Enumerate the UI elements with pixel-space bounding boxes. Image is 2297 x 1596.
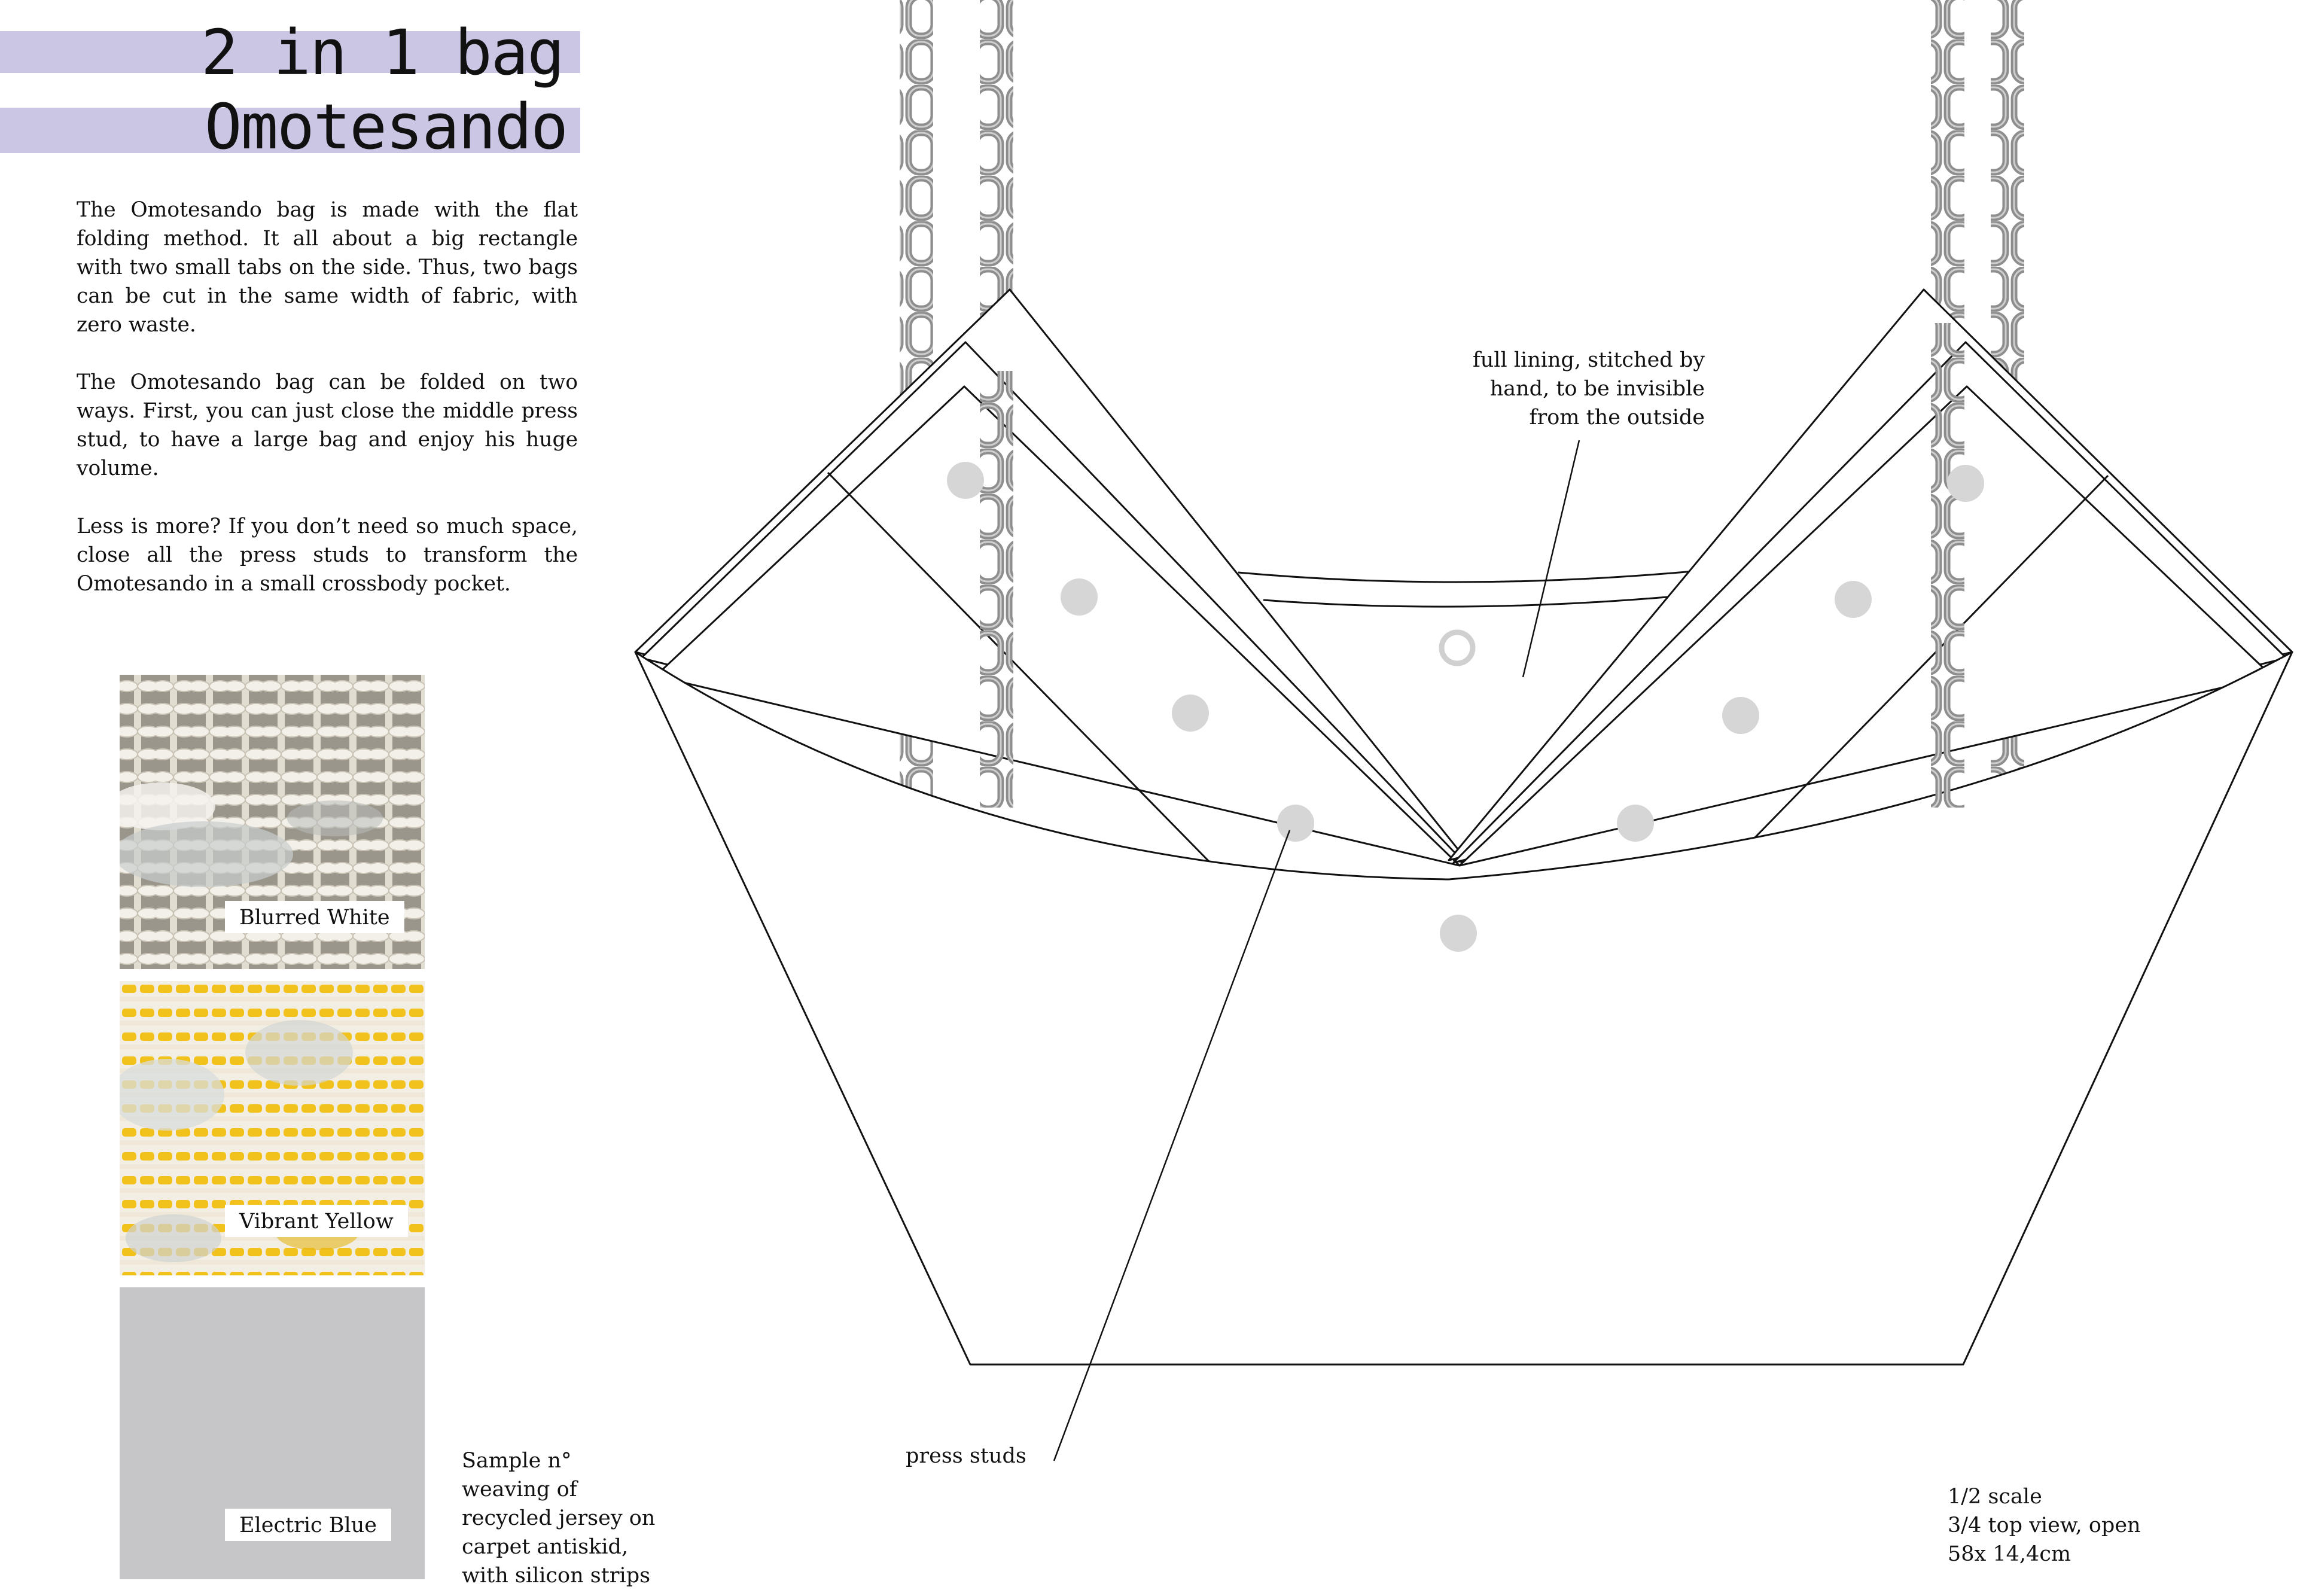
press-stud-right-2 [1835, 581, 1872, 618]
sample-note-line-1: Sample n° [462, 1449, 572, 1473]
chain-right-inner-front [1931, 323, 1964, 808]
title-line-2: Omotesando [204, 90, 567, 163]
lining-leader-line [1523, 440, 1579, 677]
press-stud-right-1 [1947, 465, 1984, 502]
title-line-1: 2 in 1 bag [200, 16, 563, 89]
sample-note-line-4: carpet antiskid, [462, 1535, 629, 1559]
swatch-label-vibrant-yellow: Vibrant Yellow [225, 1205, 408, 1237]
press-stud-center [1440, 915, 1477, 952]
press-stud-left-3 [1172, 695, 1209, 732]
lining-back-curve-2 [1263, 596, 1675, 607]
description-paragraph-3: Less is more? If you don’t need so much space, close all the press studs to transform the Omotesando in a small crossbody pocket. [77, 514, 578, 596]
swatch-label-electric-blue: Electric Blue [225, 1509, 391, 1541]
scale-note-line-3: 58x 14,4cm [1948, 1542, 2071, 1566]
scale-note-line-2: 3/4 top view, open [1948, 1513, 2141, 1537]
lining-annotation-line-3: from the outside [1529, 406, 1705, 430]
press-stud-right-3 [1722, 697, 1759, 734]
lining-back-curve-1 [1238, 571, 1693, 582]
description-paragraph-2: The Omotesando bag can be folded on two ways. First, you can just close the middle press stud, to have a large bag and enjoy his huge volume. [77, 370, 578, 480]
bag-front-body [635, 652, 2292, 1364]
press-stud-left-1 [947, 462, 984, 499]
sample-note-line-3: recycled jersey on [462, 1506, 656, 1530]
sample-note-line-2: weaving of [462, 1478, 577, 1501]
lining-annotation-line-2: hand, to be invisible [1489, 377, 1705, 401]
press-stud-left-2 [1061, 578, 1098, 616]
swatch-label-blurred-white: Blurred White [225, 901, 404, 933]
press-studs-annotation: press studs [906, 1444, 1026, 1468]
chain-right-inner [1931, 0, 1964, 323]
scale-note-line-1: 1/2 scale [1948, 1485, 2042, 1509]
chain-left-inner-front [980, 371, 1013, 808]
lining-annotation [1244, 346, 1705, 432]
press-stud-left-4 [1277, 805, 1314, 842]
scale-note [1948, 1482, 2141, 1568]
press-stud-right-4 [1617, 805, 1654, 842]
lining-annotation-line-1: full lining, stitched by [1472, 348, 1705, 372]
press-stud-center-ring [1442, 632, 1473, 663]
sample-note-line-5: with silicon strips [462, 1564, 651, 1588]
description-paragraph-1: The Omotesando bag is made with the flat folding method. It all about a big rectangle with two small tabs on the side. Thus, two bags can be cut in the same width of fabric, with zero waste. [77, 198, 578, 337]
